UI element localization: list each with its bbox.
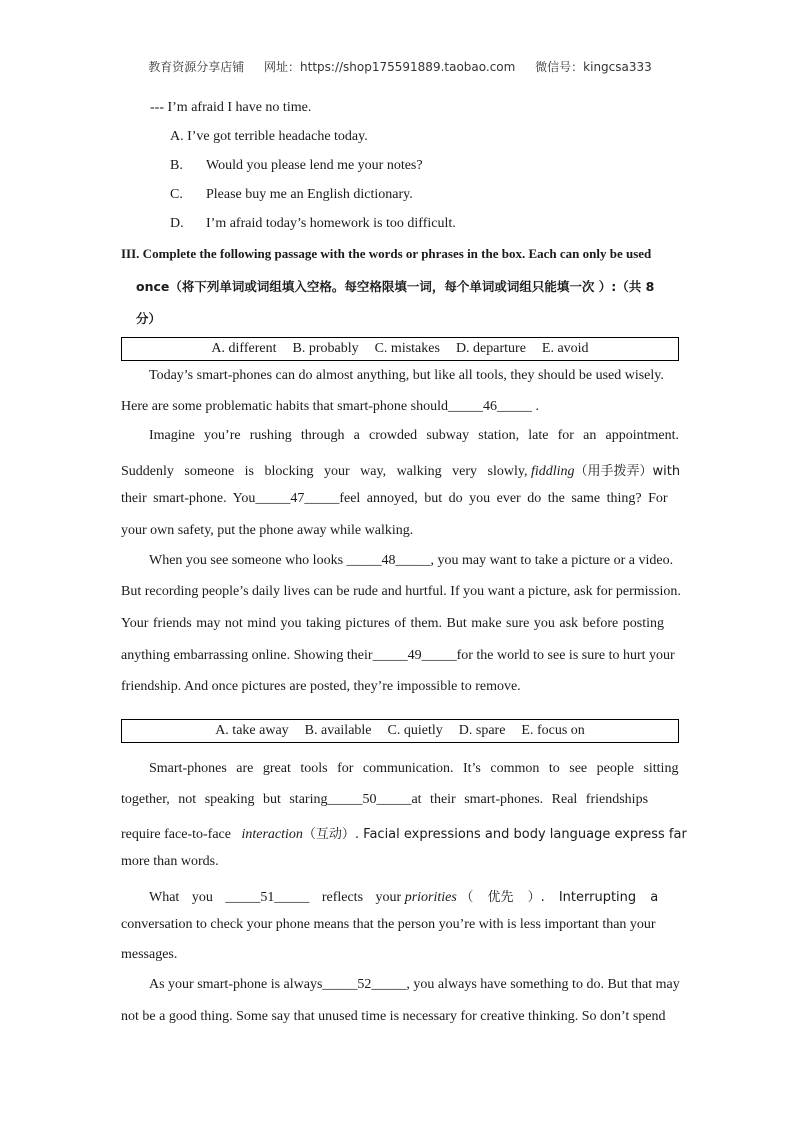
passage-line: friendship. And once pictures are posted, they’re impossible to remove. bbox=[121, 679, 521, 694]
q45-option-a: A. I’ve got terrible headache today. bbox=[170, 129, 368, 144]
passage-line: conversation to check your phone means that the person you’re with is less important than your bbox=[121, 917, 656, 932]
word-box-1-option: C. mistakes bbox=[374, 341, 440, 356]
passage-line-2 bbox=[121, 460, 680, 480]
word-box-2-option: B. available bbox=[304, 723, 372, 738]
word-box-2-option: A. take away bbox=[215, 723, 289, 738]
word-box-2-option: D. spare bbox=[458, 723, 506, 738]
passage-line: Imagine you’re rushing through a crowded subway station, late for an appointment. bbox=[149, 428, 679, 443]
passage-line: your own safety, put the phone away while walking. bbox=[121, 523, 414, 538]
passage-line-5 bbox=[149, 886, 658, 906]
gloss: （ 优先 ）. Interrupting a bbox=[460, 890, 659, 905]
passage-line: together, not speaking but staring_____50_____at their smart-phones. Real friendships bbox=[121, 792, 649, 807]
word-box-1-option: D. departure bbox=[455, 341, 526, 356]
passage-text: require face-to-face bbox=[121, 827, 231, 842]
shop-name: 教育资源分享店铺 bbox=[148, 60, 245, 74]
wechat-id: 微信号：kingcsa333 bbox=[535, 60, 652, 74]
q45-option-c-letter: C. bbox=[170, 187, 183, 202]
passage-line: Smart-phones are great tools for communication. It’s common to see people sitting bbox=[149, 761, 679, 776]
gloss: （用手拨弄）with bbox=[574, 464, 681, 479]
word-box-1-option: E. avoid bbox=[541, 341, 589, 356]
passage-line: But recording people’s daily lives can be rude and hurtful. If you want a picture, ask for permission. bbox=[121, 584, 681, 599]
q45-option-c-text: Please buy me an English dictionary. bbox=[206, 187, 413, 202]
q45-option-b-letter: B. bbox=[170, 158, 183, 173]
section-title-line1: III. Complete the following passage with the words or phrases in the box. Each can only be used bbox=[121, 246, 652, 261]
passage-line: When you see someone who looks _____48_____, you may want to take a picture or a video. bbox=[149, 553, 674, 568]
passage-text: Suddenly someone is blocking your way, walking very slowly, bbox=[121, 464, 528, 479]
section-title-line3: 分） bbox=[136, 311, 162, 326]
word-box-1 bbox=[121, 337, 679, 361]
passage-line-3 bbox=[121, 823, 687, 843]
shop-url: 网址：https://shop175591889.taobao.com bbox=[264, 60, 516, 74]
q45-option-b-text: Would you please lend me your notes? bbox=[206, 158, 423, 173]
word-box-2 bbox=[121, 719, 679, 743]
passage-line: Today’s smart-phones can do almost anything, but like all tools, they should be used wisely. bbox=[149, 368, 664, 383]
section-title-line2: once（将下列单词或词组填入空格。每空格限填一词，每个单词或词组只能填一次 ）:（共 8 bbox=[136, 279, 655, 294]
passage-line: Here are some problematic habits that smart-phone should_____46_____ . bbox=[121, 399, 539, 414]
glossed-word: priorities bbox=[404, 890, 457, 905]
passage-line: anything embarrassing online. Showing their_____49_____for the world to see is sure to hurt your bbox=[121, 648, 675, 663]
word-box-2-option: C. quietly bbox=[387, 723, 443, 738]
passage-line: their smart-phone. You_____47_____feel annoyed, but do you ever do the same thing? For bbox=[121, 491, 668, 506]
glossed-word: interaction bbox=[241, 827, 303, 842]
passage-line: As your smart-phone is always_____52_____, you always have something to do. But that may bbox=[149, 977, 680, 992]
word-box-1-option: A. different bbox=[211, 341, 277, 356]
page-header bbox=[0, 58, 800, 75]
passage-line: messages. bbox=[121, 947, 178, 962]
word-box-2-option: E. focus on bbox=[521, 723, 585, 738]
passage-line: Your friends may not mind you taking pictures of them. But make sure you ask before posting bbox=[121, 616, 664, 631]
passage-line: more than words. bbox=[121, 854, 219, 869]
passage-text: What you _____51_____ reflects your bbox=[149, 890, 402, 905]
glossed-word: fiddling bbox=[530, 464, 575, 479]
gloss: （互动）. Facial expressions and body language express far bbox=[302, 827, 687, 842]
q45-option-d-letter: D. bbox=[170, 216, 184, 231]
q45-option-d-text: I’m afraid today’s homework is too difficult. bbox=[206, 216, 456, 231]
q45-reply: --- I’m afraid I have no time. bbox=[150, 100, 312, 115]
word-box-1-option: B. probably bbox=[292, 341, 359, 356]
passage-line: not be a good thing. Some say that unused time is necessary for creative thinking. So don’t spend bbox=[121, 1009, 666, 1024]
